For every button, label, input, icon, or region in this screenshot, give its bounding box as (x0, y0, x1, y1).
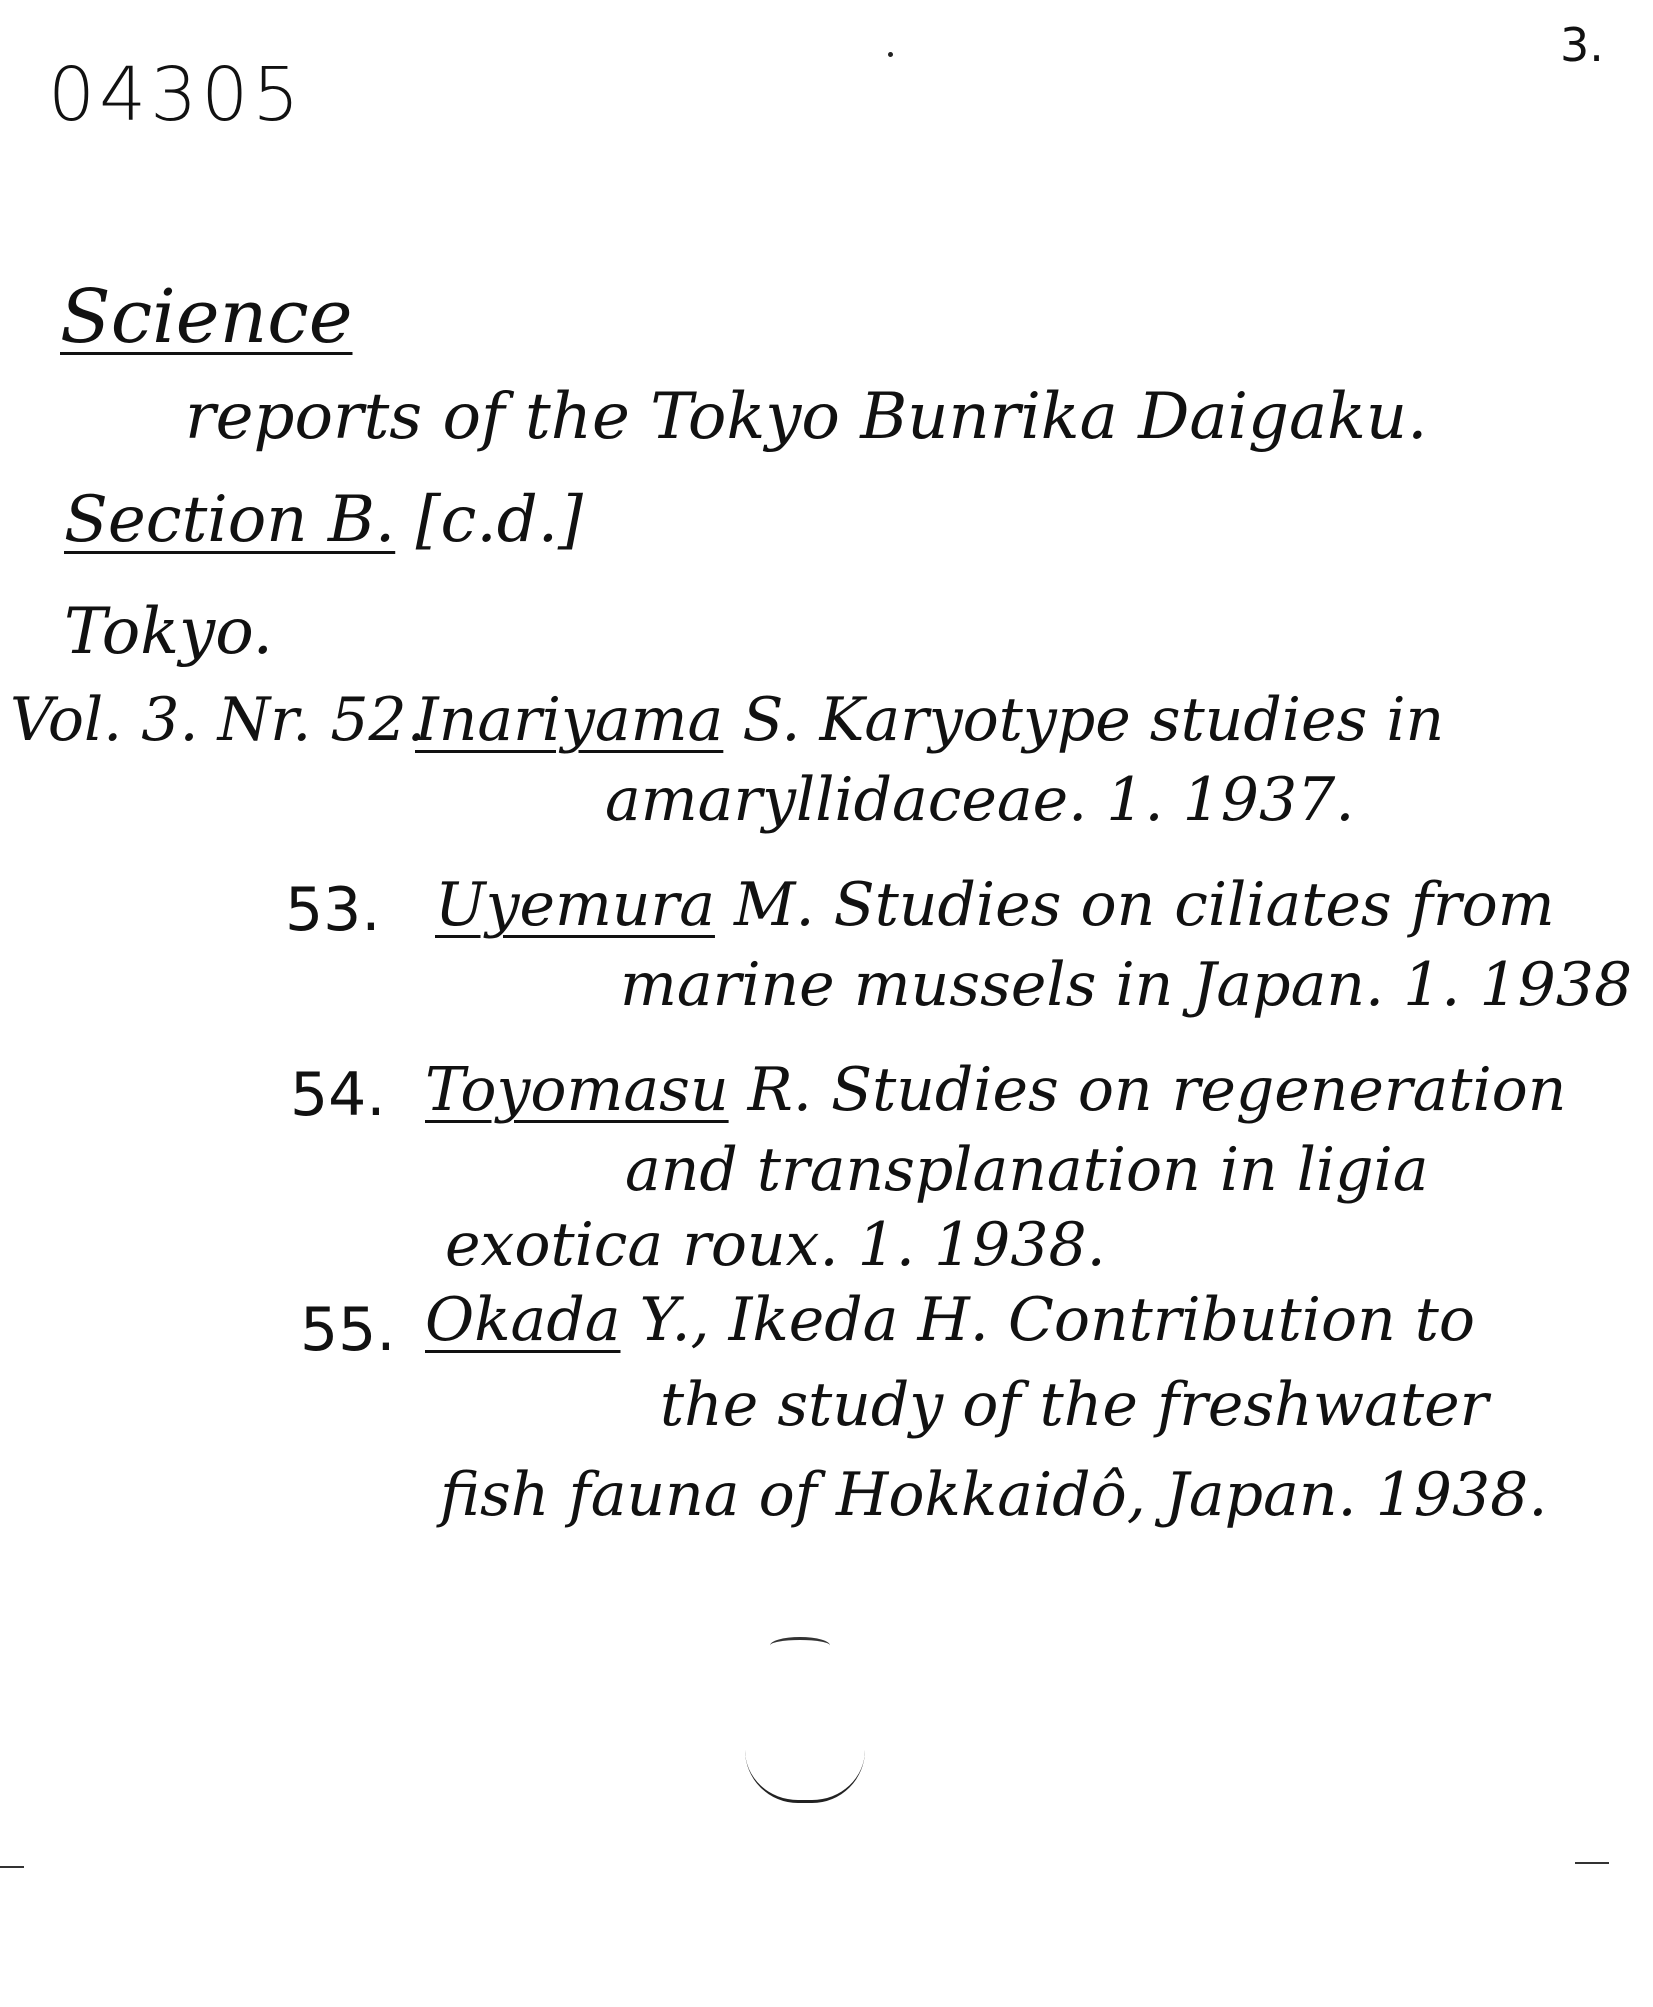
publication-place: Tokyo. (64, 595, 273, 669)
entry-line: exotica roux. 1. 1938. (445, 1210, 1106, 1280)
entry-title: Y., Ikeda H. Contribution to (620, 1285, 1476, 1355)
title-series: reports of the Tokyo Bunrika Daigaku. (185, 380, 1428, 454)
title-science: Science (60, 274, 353, 360)
section-label: Section B. (64, 483, 396, 557)
entry-number: Vol. 3. Nr. 52. (10, 685, 426, 755)
entry-number: 54. (290, 1060, 386, 1130)
catalog-number: 04305 (48, 52, 304, 138)
section-note: [c.d.] (395, 483, 583, 557)
title-section (64, 483, 583, 557)
entry-number: 55. (300, 1295, 396, 1365)
entry-line (415, 685, 1445, 755)
entry-author: Okada (425, 1285, 621, 1355)
entry-author: Toyomasu (425, 1055, 729, 1125)
entry-number: 53. (285, 875, 381, 945)
punch-hole-arc-bottom (745, 1750, 865, 1803)
entry-title: M. Studies on ciliates from (714, 870, 1555, 940)
edge-mark-right (1575, 1862, 1609, 1864)
entry-author: Inariyama (415, 685, 724, 755)
entry-title: S. Karyotype studies in (723, 685, 1445, 755)
entry-line: fish fauna of Hokkaidô, Japan. 1938. (440, 1460, 1548, 1530)
ink-dot (888, 52, 893, 57)
entry-line: the study of the freshwater (660, 1370, 1489, 1440)
entry-title: R. Studies on regeneration (728, 1055, 1567, 1125)
entry-line: amaryllidaceae. 1. 1937. (605, 765, 1355, 835)
entry-author: Uyemura (435, 870, 715, 940)
punch-hole-arc-top (770, 1637, 830, 1654)
entry-line (425, 1055, 1567, 1125)
entry-line (425, 1285, 1476, 1355)
entry-line: and transplanation in ligia (625, 1135, 1429, 1205)
page-number: 3. (1560, 18, 1604, 72)
edge-mark-left (0, 1866, 24, 1868)
entry-line: marine mussels in Japan. 1. 1938 (620, 950, 1633, 1020)
entry-line (435, 870, 1555, 940)
